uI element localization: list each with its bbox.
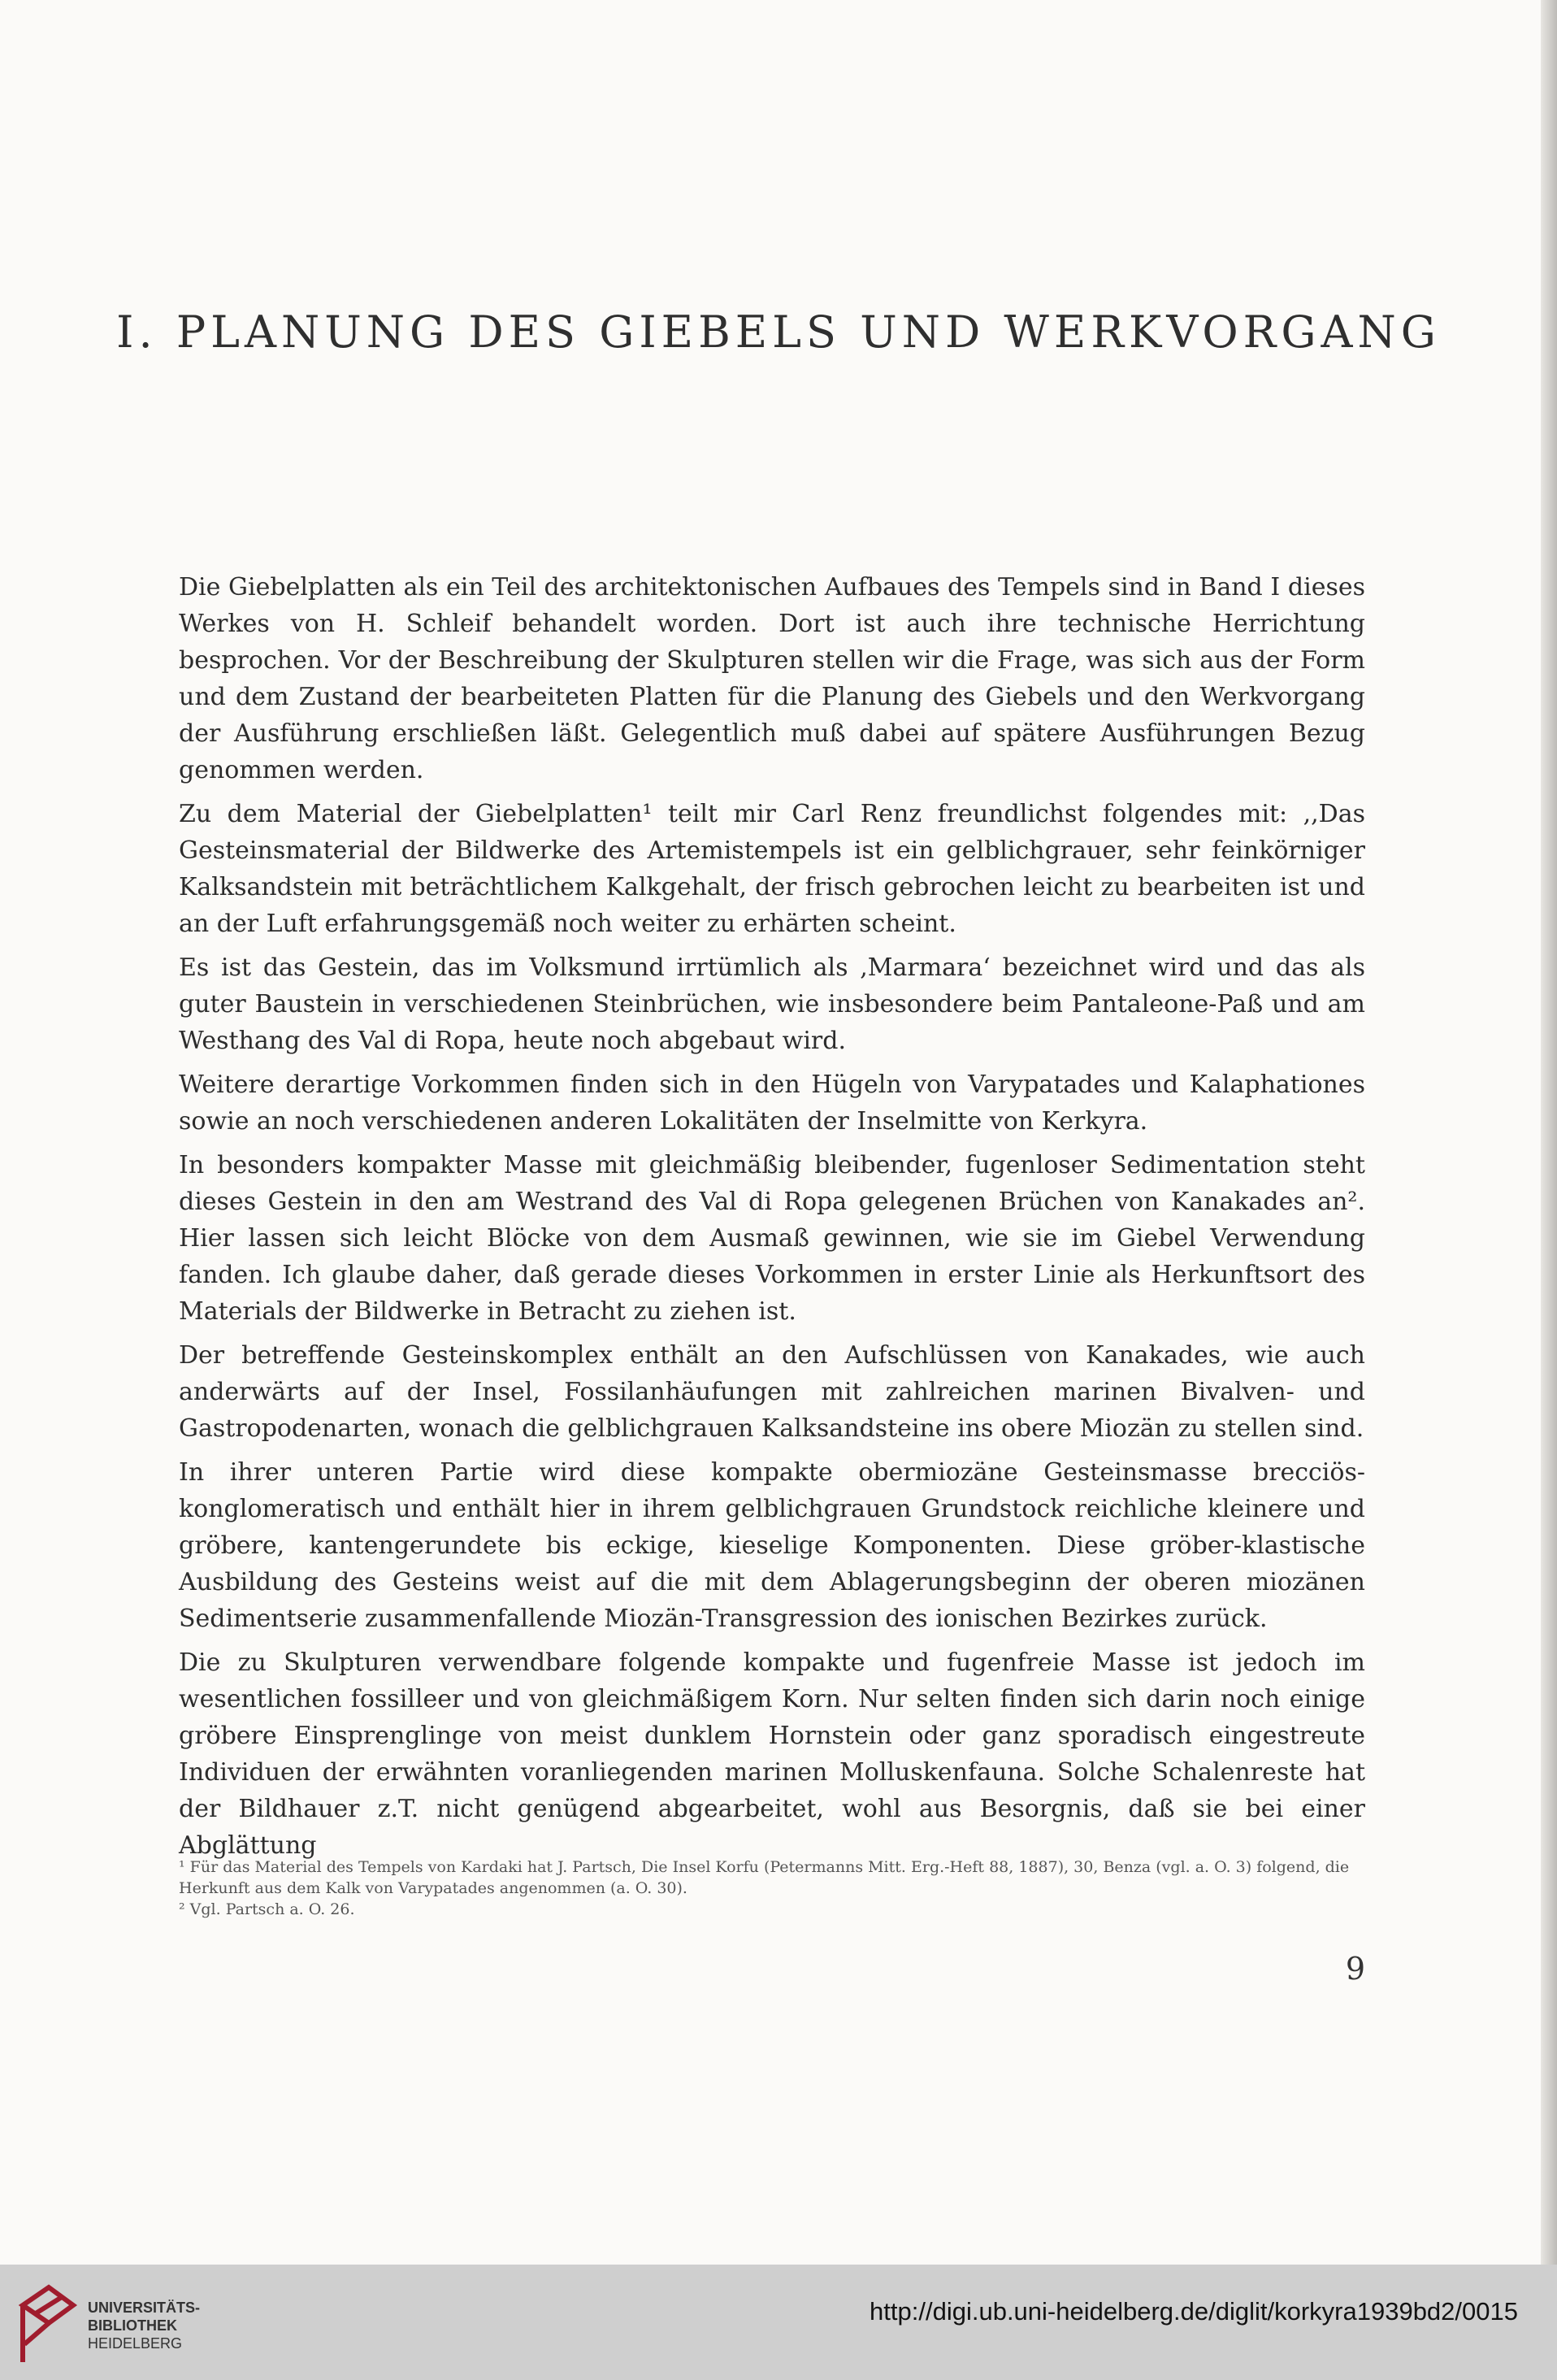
page-edge (1541, 0, 1557, 2265)
source-url[interactable]: http://digi.ub.uni-heidelberg.de/diglit/korkyra1939bd2/0015 (870, 2297, 1518, 2326)
paragraph: Zu dem Material der Giebelplatten¹ teilt mir Carl Renz freundlichst folgendes mit: ,,Das Gesteinsmaterial der Bildwerke des Artemistempels ist ein gelblichgrauer, sehr feinkörniger Kalksandstein mit beträchtlichem Kalkgehalt, der frisch gebrochen leicht zu bearbeiten ist und an der Luft erfahrungsgemäß noch weiter zu erhärten scheint. (179, 800, 1365, 938)
footnote: ¹ Für das Material des Tempels von Kardaki hat J. Partsch, Die Insel Korfu (Petermanns Mitt. Erg.-Heft 88, 1887), 30, Benza (vgl. a. O. 3) folgend, die Herkunft aus dem Kalk von Varypatades angenommen (a. O. 30). (179, 1858, 1350, 1897)
library-logo-text (88, 2299, 200, 2352)
logo-line: HEIDELBERG (88, 2335, 183, 2352)
logo-line: BIBLIOTHEK (88, 2317, 177, 2334)
page-title: I. PLANUNG DES GIEBELS UND WERKVORGANG (116, 306, 1441, 358)
logo-line: UNIVERSITÄTS- (88, 2300, 201, 2316)
paragraph: In ihrer unteren Partie wird diese kompakte obermiozäne Gesteinsmasse brecciös-konglomeratisch und enthält hier in ihrem gelblichgrauen Grundstock reichliche kleinere und gröbere, kantengerundete bis eckige, kieselige Komponenten. Diese gröber-klastische Ausbildung des Gesteins weist auf die mit dem Ablagerungsbeginn der oberen miozänen Sedimentserie zusammenfallende Miozän-Transgression des ionischen Bezirkes zurück. (179, 1458, 1365, 1633)
paragraph: Der betreffende Gesteinskomplex enthält an den Aufschlüssen von Kanakades, wie auch anderwärts auf der Insel, Fossilanhäufungen mit zahlreichen marinen Bivalven- und Gastropodenarten, wonach die gelblichgrauen Kalksandsteine ins obere Miozän zu stellen sind. (179, 1341, 1365, 1443)
paragraph: Weitere derartige Vorkommen finden sich in den Hügeln von Varypatades und Kalaphationes sowie an noch verschiedenen anderen Lokalitäten der Inselmitte von Kerkyra. (179, 1071, 1365, 1136)
library-logo-icon[interactable] (16, 2281, 78, 2370)
footer-bar (0, 2265, 1557, 2380)
paragraph: In besonders kompakter Masse mit gleichmäßig bleibender, fugenloser Sedimentation steht dieses Gestein in den am Westrand des Val di Ropa gelegenen Brüchen von Kanakades an². Hier lassen sich leicht Blöcke von dem Ausmaß gewinnen, wie sie im Giebel Verwendung fanden. Ich glaube daher, daß gerade dieses Vorkommen in erster Linie als Herkunftsort des Materials der Bildwerke in Betracht zu ziehen ist. (179, 1151, 1365, 1326)
body-text (179, 569, 1365, 1871)
footnote: ² Vgl. Partsch a. O. 26. (179, 1900, 355, 1918)
logo-glyph (23, 2287, 73, 2362)
paragraph: Die Giebelplatten als ein Teil des architektonischen Aufbaues des Tempels sind in Band I dieses Werkes von H. Schleif behandelt worden. Dort ist auch ihre technische Herrichtung besprochen. Vor der Beschreibung der Skulpturen stellen wir die Frage, was sich aus der Form und dem Zustand der bearbeiteten Platten für die Planung des Giebels und den Werkvorgang der Ausführung erschließen läßt. Gelegentlich muß dabei auf spätere Ausführungen Bezug genommen werden. (179, 573, 1365, 784)
page-number: 9 (1345, 1951, 1365, 1987)
paragraph: Es ist das Gestein, das im Volksmund irrtümlich als ,Marmara‘ bezeichnet wird und das als guter Baustein in verschiedenen Steinbrüchen, wie insbesondere beim Pantaleone-Paß und am Westhang des Val di Ropa, heute noch abgebaut wird. (179, 953, 1365, 1055)
paragraph: Die zu Skulpturen verwendbare folgende kompakte und fugenfreie Masse ist jedoch im wesentlichen fossilleer und von gleichmäßigem Korn. Nur selten finden sich darin noch einige gröbere Einsprenglinge von meist dunklem Hornstein oder ganz sporadisch eingestreute Individuen der erwähnten voranliegenden marinen Molluskenfauna. Solche Schalenreste hat der Bildhauer z.T. nicht genügend abgearbeitet, wohl aus Besorgnis, daß sie bei einer Abglättung (179, 1648, 1365, 1860)
footnotes (179, 1857, 1365, 1920)
